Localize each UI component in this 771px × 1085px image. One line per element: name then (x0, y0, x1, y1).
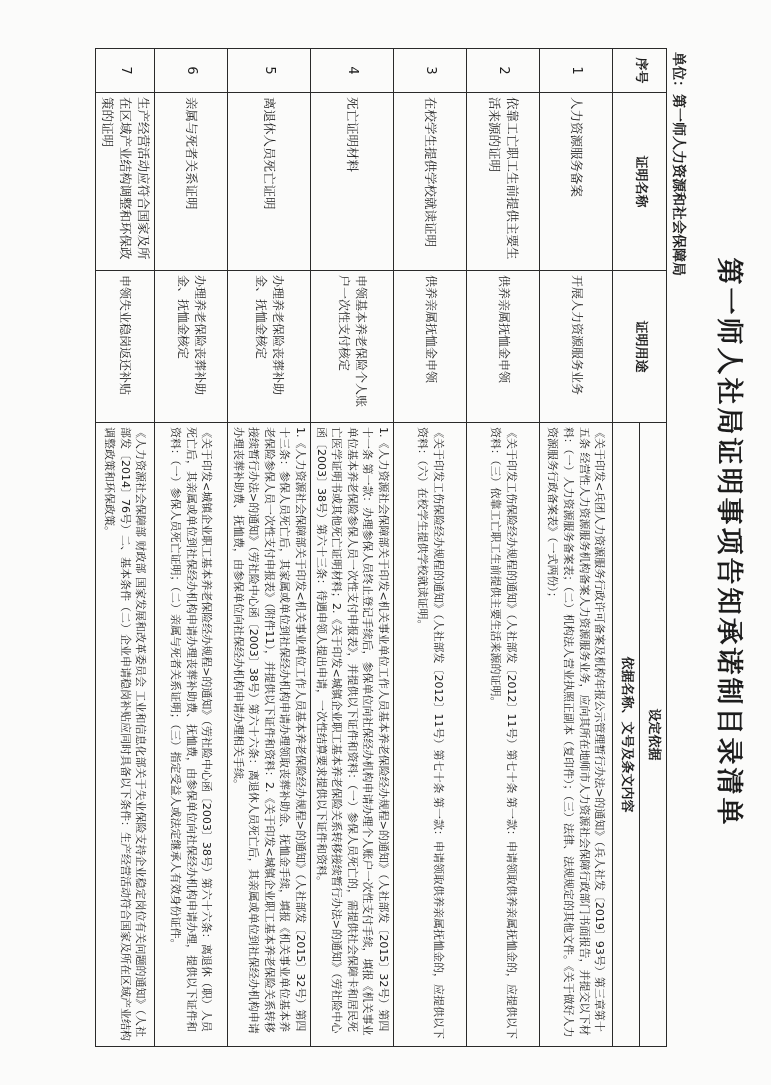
row-seq: 2 (467, 49, 540, 93)
row-seq: 7 (95, 49, 154, 93)
row-certificate-name: 人力资源服务备案 (540, 93, 613, 271)
row-legal-basis: 《关于印发<兵团人力资源服务行政许可备案及机构年报公示管理暂行办法>的通知》（兵人社发〔2019〕93号）第三章第十五条 经营性人力资源服务机构备案人力资源服务业务，应向其所在地师市人力资源社会保障行政部门书面报告，并提交以下材料：（一）人力资源服务备案表；（二）机构法人营业执照正副本（复印件）；（三）法律、法规规定的其他文件。《关于做好人力资源服务行政备案表》（一式两份）； (540, 423, 613, 1047)
row-seq: 5 (227, 49, 310, 93)
row-certificate-use: 开展人力资源服务业务 (540, 271, 613, 423)
unit-label: 单位：第一师人力资源和社会保障局 (670, 52, 686, 276)
header-seq: 序号 (613, 49, 667, 93)
header-basis: 依据名称、文号及条文内容 (613, 423, 640, 1047)
row-certificate-name: 生产经营活动应符合国家及所在区域产业结构调整和环保政策的证明 (95, 93, 154, 271)
row-certificate-use: 申领失业稳岗返还补贴 (95, 271, 154, 423)
table-row (95, 49, 154, 1047)
row-certificate-use: 申领基本养老保险个人账户一次性支付核定 (310, 271, 393, 423)
row-certificate-name: 亲属与死者关系证明 (154, 93, 227, 271)
document-title: 第一师人社局证明事项告知承诺制目录清单 (713, 257, 744, 828)
table-row (394, 49, 467, 1047)
row-certificate-name: 死亡证明材料 (310, 93, 393, 271)
row-certificate-use: 供养亲属抚恤金申领 (394, 271, 467, 423)
row-legal-basis: 1.《人力资源社会保障部关于印发<机关事业单位工作人员基本养老保险经办规程>的通知》（人社部发〔2015〕32号）第四十一条 第一款：办理参保人员终止登记手续后，参保单位向社保经办机构申请办理个人账户一次性支付手续，填报《机关事业单位基本养老保险参保人员一次性支付申报表》，并提供以下证件和资料：（一）参保人员死亡的，需提供社会保障卡和居民死亡医学证明书或其他死亡证明材料；2.《关于印发<城镇企业职工基本养老保险关系转移接续暂行办法>的通知》（劳社险中心函〔2003〕38号）第六十三条：待遇申领人提出申请，一次性结算要求提供以下证件和资料。 (310, 423, 393, 1047)
row-certificate-use: 办理养老保险丧葬补助金、抚恤金核定 (154, 271, 227, 423)
row-seq: 1 (540, 49, 613, 93)
table-row (467, 49, 540, 1047)
row-certificate-name: 离退休人员死亡证明 (227, 93, 310, 271)
header-basis-group: 设定依据 (640, 423, 667, 1047)
row-legal-basis: 《人力资源社会保障部 财政部 国家发展和改革委员会 工业和信息化部关于失业保险支持企业稳定岗位有关问题的通知》（人社部发〔2014〕76号）二、基本条件（二）企业申请稳岗补贴应同时具备以下条件：生产经营活动符合国家及所在区域产业结构调整政策和环保政策。 (95, 423, 154, 1047)
table-row (310, 49, 393, 1047)
row-legal-basis: 1.《人力资源社会保障部关于印发<机关事业单位工作人员基本养老保险经办规程>的通知》（人社部发〔2015〕32号）第四十三条：参保人员死亡后，其家属或单位到社保经办机构申请办理领取丧葬补助金、抚恤金手续，填报《机关事业单位基本养老保险参保人员一次性支付申报表》（附件11），并提供以下证件和资料：2.《关于印发<城镇企业职工基本养老保险关系转移接续暂行办法>的通知》（劳社险中心函〔2003〕38号）第六十六条：离退休人员死亡后，其亲属或单位到社保经办机构申请办理丧葬补助费、抚恤费，由参保单位向社保经办机构申请办理相关手续。 (227, 423, 310, 1047)
row-certificate-name: 依靠工亡职工生前提供主要生活来源的证明 (467, 93, 540, 271)
row-seq: 4 (310, 49, 393, 93)
table-row (540, 49, 613, 1047)
row-seq: 3 (394, 49, 467, 93)
row-legal-basis: 《关于印发工伤保险经办规程的通知》（人社部发〔2012〕11号）第七十条 第一款：申请领取供养亲属抚恤金的，应提供以下资料：（六）在校学生提供学校就读证明。 (394, 423, 467, 1047)
row-certificate-name: 在校学生提供学校就读证明 (394, 93, 467, 271)
header-use: 证明用途 (613, 271, 667, 423)
row-certificate-use: 供养亲属抚恤金申领 (467, 271, 540, 423)
row-legal-basis: 《关于印发工伤保险经办规程的通知》（人社部发〔2012〕11号）第七十条 第一款：申请领取供养亲属抚恤金的，应提供以下资料：（三）依靠工亡职工生前提供主要生活来源的证明。 (467, 423, 540, 1047)
row-certificate-use: 办理养老保险丧葬补助金、抚恤金核定 (227, 271, 310, 423)
header-name: 证明名称 (613, 93, 667, 271)
row-legal-basis: 《关于印发<城镇企业职工基本养老保险经办规程>的通知》（劳社险中心函〔2003〕38号）第六十六条：离退休（职）人员死亡后，其亲属或单位到社保经办机构申请办理丧葬补助费、抚恤费，由参保单位向社保经办机构申请办理，提供以下证件和资料：（一）参保人员死亡证明；（二）亲属与死者关系证明；（三）指定受益人或法定继承人有效身份证件。 (154, 423, 227, 1047)
table-row (154, 49, 227, 1047)
certification-list-table (95, 48, 667, 1047)
row-seq: 6 (154, 49, 227, 93)
table-row (227, 49, 310, 1047)
